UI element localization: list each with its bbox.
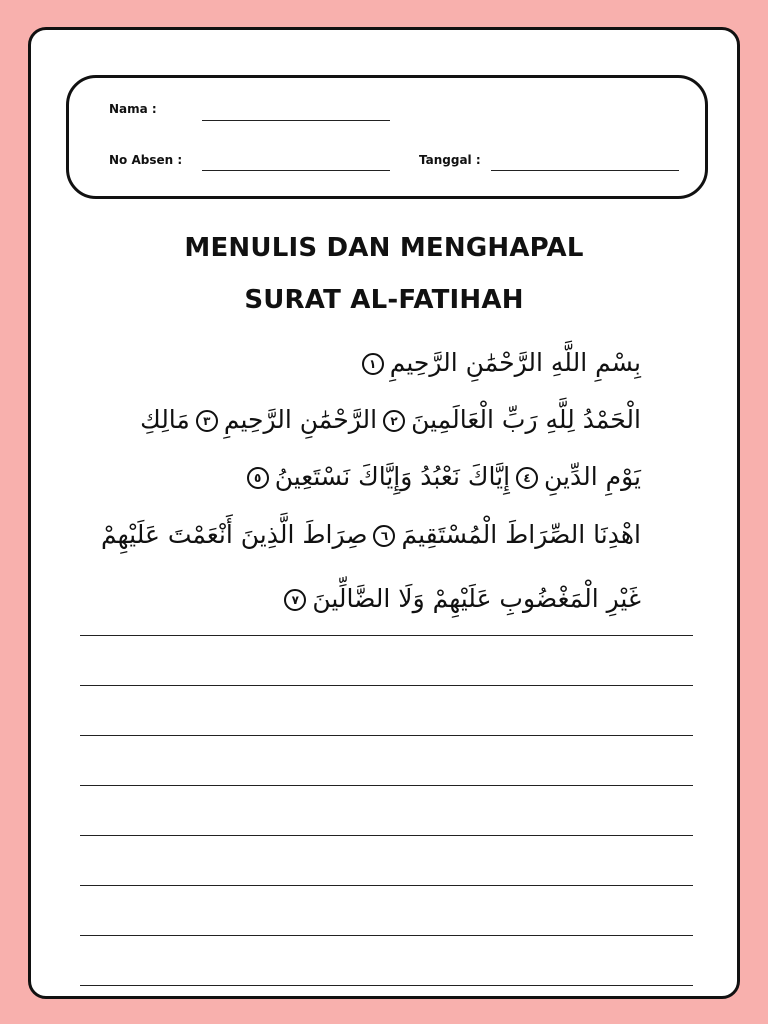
writing-line[interactable] xyxy=(80,635,693,636)
writing-line[interactable] xyxy=(80,685,693,686)
page-title-line1: MENULIS DAN MENGHAPAL xyxy=(184,233,584,263)
ayat-line-5 xyxy=(81,584,641,613)
ayat-text: مَالِكِ xyxy=(140,405,190,434)
ayat-line-2 xyxy=(81,405,641,434)
ayat-line-3 xyxy=(81,462,641,491)
writing-line[interactable] xyxy=(80,735,693,736)
worksheet xyxy=(28,27,740,999)
writing-line[interactable] xyxy=(80,935,693,936)
ayat-number-icon: ٥ xyxy=(247,467,269,489)
ayat-number-icon: ٦ xyxy=(373,525,395,547)
writing-line[interactable] xyxy=(80,985,693,986)
ayat-text: غَيْرِ الْمَغْضُوبِ عَلَيْهِمْ وَلَا الضَّالِّينَ xyxy=(312,584,641,613)
no-absen-label: No Absen : xyxy=(109,153,183,167)
ayat-text: اهْدِنَا الصِّرَاطَ الْمُسْتَقِيمَ xyxy=(401,520,641,549)
student-info-box xyxy=(66,75,708,199)
tanggal-label: Tanggal : xyxy=(419,153,481,167)
tanggal-field[interactable] xyxy=(491,170,679,171)
writing-line[interactable] xyxy=(80,835,693,836)
nama-field[interactable] xyxy=(202,120,390,121)
nama-label: Nama : xyxy=(109,102,157,116)
ayat-number-icon: ١ xyxy=(362,353,384,375)
ayat-number-icon: ٤ xyxy=(516,467,538,489)
ayat-text: الرَّحْمَٰنِ الرَّحِيمِ xyxy=(223,405,378,434)
ayat-text: الْحَمْدُ لِلَّهِ رَبِّ الْعَالَمِينَ xyxy=(411,405,641,434)
ayat-text: إِيَّاكَ نَعْبُدُ وَإِيَّاكَ نَسْتَعِينُ xyxy=(274,462,511,491)
ayat-line-4 xyxy=(81,520,641,549)
writing-line[interactable] xyxy=(80,885,693,886)
ayat-number-icon: ٧ xyxy=(284,589,306,611)
ayat-text: يَوْمِ الدِّينِ xyxy=(544,462,641,491)
ayat-text: بِسْمِ اللَّهِ الرَّحْمَٰنِ الرَّحِيمِ xyxy=(389,348,641,377)
ayat-number-icon: ٣ xyxy=(196,410,218,432)
ayat-text: صِرَاطَ الَّذِينَ أَنْعَمْتَ عَلَيْهِمْ xyxy=(101,520,368,549)
writing-line[interactable] xyxy=(80,785,693,786)
page-title-line2: SURAT AL-FATIHAH xyxy=(244,285,524,315)
no-absen-field[interactable] xyxy=(202,170,390,171)
ayat-number-icon: ٢ xyxy=(383,410,405,432)
ayat-line-1 xyxy=(81,348,641,377)
